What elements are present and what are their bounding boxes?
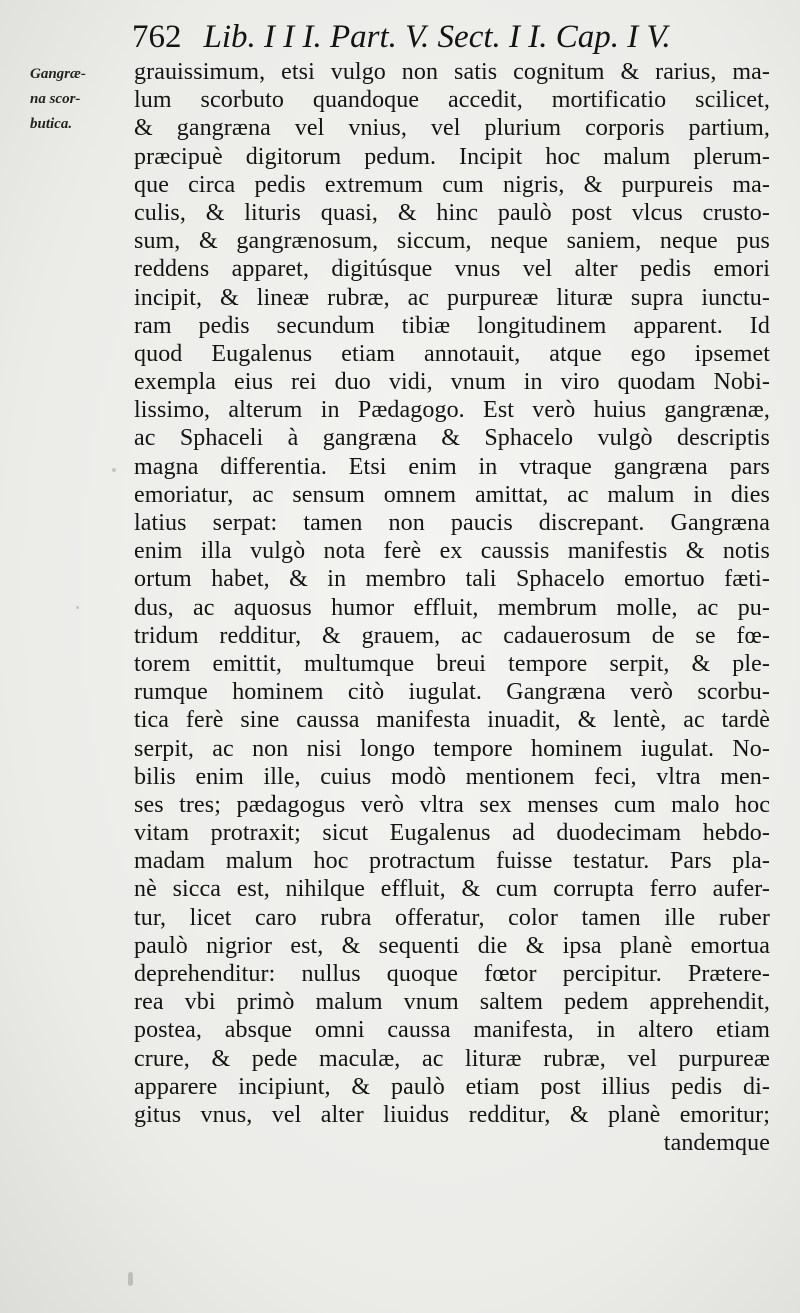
text-line: lissimo, alterum in Pædagogo. Est verò huius gangrænæ, [134,397,770,424]
text-line: vitam protraxit; sicut Eugalenus ad duodecimam hebdo- [134,820,770,847]
text-line: enim illa vulgò nota ferè ex caussis manifestis & notis [134,538,770,565]
ink-speck [112,468,116,472]
text-line: postea, absque omni caussa manifesta, in altero etiam [134,1017,770,1044]
text-line: que circa pedis extremum cum nigris, & purpureis ma- [134,171,770,198]
text-line: quod Eugalenus etiam annotauit, atque ego ipsemet [134,340,770,367]
running-header [132,14,772,60]
text-line: incipit, & lineæ rubræ, ac purpureæ lituræ supra iunctu- [134,284,770,311]
running-title: Lib. I I I. Part. V. Sect. I I. Cap. I V. [203,19,671,55]
text-line: madam malum hoc protractum fuisse testatur. Pars pla- [134,848,770,875]
text-line: tica ferè sine caussa manifesta inuadit, & lentè, ac tardè [134,707,770,734]
ink-speck [76,606,79,609]
text-line: emoriatur, ac sensum omnem amittat, ac malum in dies [134,481,770,508]
marginal-note [30,62,125,137]
text-line: magna differentia. Etsi enim in vtraque gangræna pars [134,453,770,480]
text-line: dus, ac aquosus humor effluit, membrum molle, ac pu- [134,594,770,621]
text-line: & gangræna vel vnius, vel plurium corporis partium, [134,115,770,142]
text-line: gitus vnus, vel alter liuidus redditur, & planè emoritur; [134,1101,770,1128]
text-line: torem emittit, multumque breui tempore serpit, & ple- [134,650,770,677]
text-line: ortum habet, & in membro tali Sphacelo emortuo fæti- [134,566,770,593]
text-line: ac Sphaceli à gangræna & Sphacelo vulgò descriptis [134,425,770,452]
text-line: paulò nigrior est, & sequenti die & ipsa planè emortua [134,932,770,959]
text-line: serpit, ac non nisi longo tempore hominem iugulat. No- [134,735,770,762]
text-line: rumque hominem citò iugulat. Gangræna verò scorbu- [134,679,770,706]
text-line: sum, & gangrænosum, siccum, neque saniem, neque pus [134,228,770,255]
text-line: apparere incipiunt, & paulò etiam post illius pedis di- [134,1073,770,1100]
text-line: bilis enim ille, cuius modò mentionem feci, vltra men- [134,763,770,790]
ink-speck [128,1272,133,1286]
text-line: crure, & pede maculæ, ac lituræ rubræ, vel purpureæ [134,1045,770,1072]
text-line: exempla eius rei duo vidi, vnum in viro quodam Nobi- [134,369,770,396]
body-text [134,58,770,1157]
text-line: deprehenditur: nullus quoque fœtor percipitur. Prætere- [134,961,770,987]
text-line: reddens apparet, digitúsque vnus vel alter pedis emori [134,256,770,283]
marginal-note-line: Gangræ- [30,66,86,82]
marginal-note-line: butica. [30,116,73,132]
text-line: ses tres; pædagogus verò vltra sex menses cum malo hoc [134,791,770,818]
catchword: tandemque [663,1130,770,1157]
text-line: lum scorbuto quandoque accedit, mortificatio scilicet, [134,87,770,114]
text-line: præcipuè digitorum pedum. Incipit hoc malum plerum- [134,143,770,170]
text-line: tridum redditur, & grauem, ac cadauerosum de se fœ- [134,622,770,649]
marginal-note-line: na scor- [30,91,81,107]
text-line: rea vbi primò malum vnum saltem pedem apprehendit, [134,989,770,1016]
text-line: grauissimum, etsi vulgo non satis cognitum & rarius, ma- [134,59,770,85]
page-number: 762 [132,19,182,55]
text-line: culis, & lituris quasi, & hinc paulò post vlcus crusto- [134,199,770,226]
text-line: ram pedis secundum tibiæ longitudinem apparent. Id [134,312,770,339]
text-line: tur, licet caro rubra offeratur, color tamen ille ruber [134,904,770,931]
text-line: nè sicca est, nihilque effluit, & cum corrupta ferro aufer- [134,876,770,903]
text-line: latius serpat: tamen non paucis discrepant. Gangræna [134,510,770,536]
